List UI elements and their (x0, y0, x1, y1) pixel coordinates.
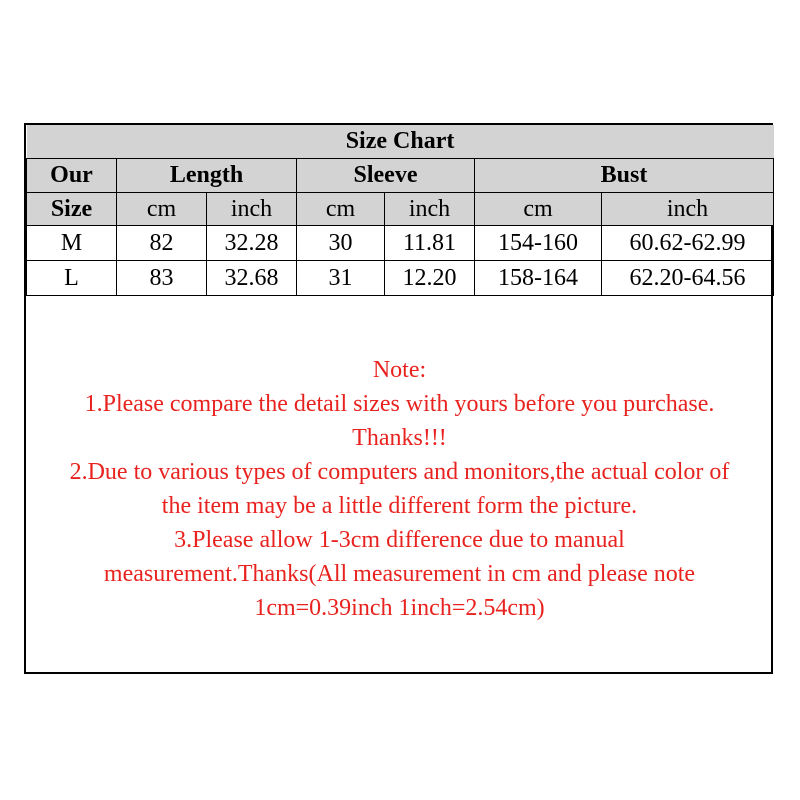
note-line: the item may be a little different form the picture. (161, 493, 638, 519)
sleeve-inch-cell: 11.81 (385, 226, 475, 261)
header-size: Size (27, 193, 117, 226)
note-line: 3.Please allow 1-3cm difference due to manual (174, 527, 625, 553)
bust-inch-cell: 62.20-64.56 (602, 261, 774, 296)
bust-inch-cell: 60.62-62.99 (602, 226, 774, 261)
unit-bust-cm: cm (475, 193, 602, 226)
bust-cm-cell: 154-160 (475, 226, 602, 261)
note-line: 1cm=0.39inch 1inch=2.54cm) (254, 595, 545, 621)
size-chart (24, 123, 773, 674)
size-cell: L (27, 261, 117, 296)
length-inch-cell: 32.28 (207, 226, 297, 261)
table-title: Size Chart (27, 125, 774, 159)
length-cm-cell: 83 (117, 261, 207, 296)
note-line: Thanks!!! (352, 425, 447, 451)
length-cm-cell: 82 (117, 226, 207, 261)
sleeve-inch-cell: 12.20 (385, 261, 475, 296)
note-line: 2.Due to various types of computers and monitors,the actual color of (69, 459, 730, 485)
table-row (27, 226, 774, 261)
unit-sleeve-inch: inch (385, 193, 475, 226)
unit-bust-inch: inch (602, 193, 774, 226)
unit-length-cm: cm (117, 193, 207, 226)
header-sleeve: Sleeve (297, 159, 475, 193)
size-table (26, 125, 774, 296)
note-line: 1.Please compare the detail sizes with yours before you purchase. (84, 391, 715, 417)
length-inch-cell: 32.68 (207, 261, 297, 296)
header-our: Our (27, 159, 117, 193)
header-bust: Bust (475, 159, 774, 193)
unit-sleeve-cm: cm (297, 193, 385, 226)
sleeve-cm-cell: 30 (297, 226, 385, 261)
note-heading: Note: (372, 357, 427, 383)
table-row (27, 261, 774, 296)
size-cell: M (27, 226, 117, 261)
sleeve-cm-cell: 31 (297, 261, 385, 296)
bust-cm-cell: 158-164 (475, 261, 602, 296)
unit-length-inch: inch (207, 193, 297, 226)
notes-block (26, 353, 773, 625)
header-length: Length (117, 159, 297, 193)
note-line: measurement.Thanks(All measurement in cm and please note (103, 561, 696, 587)
